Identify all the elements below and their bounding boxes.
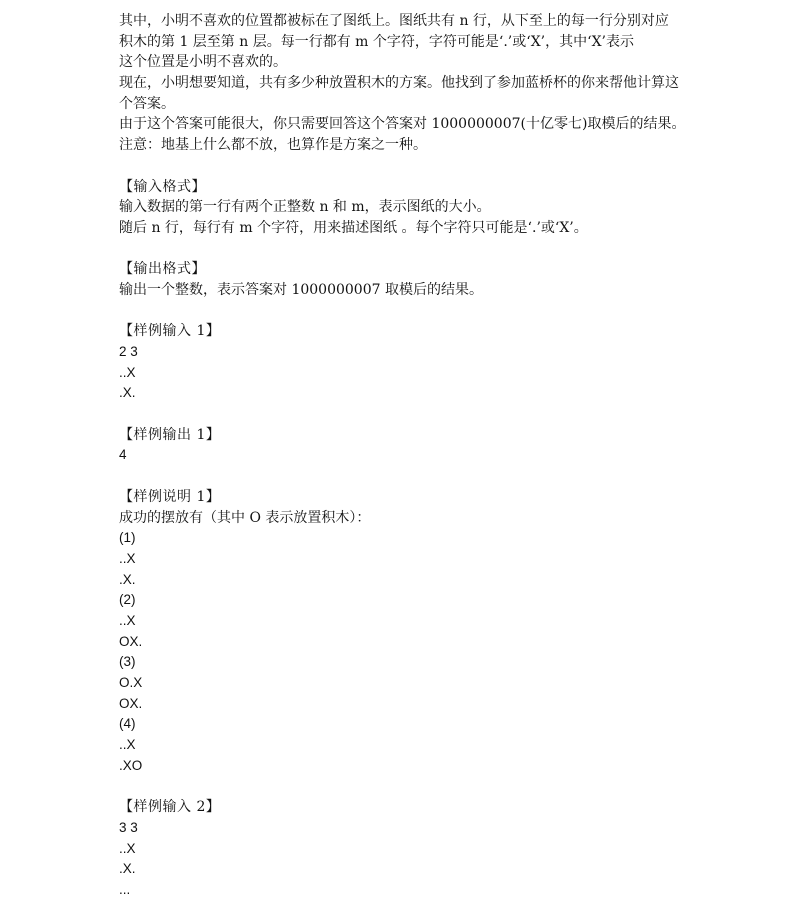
sample-input-2-heading: 【样例输入 2】 <box>119 799 221 816</box>
intro-line: 现在，小明想要知道，共有多少种放置积木的方案。他找到了参加蓝桥杯的你来帮他计算这 <box>119 75 679 92</box>
spacer <box>119 776 684 797</box>
sample-explain-line: (3) <box>119 654 136 670</box>
sample-output-line: 4 <box>119 447 127 463</box>
input-format-line: 随后 n 行，每行有 m 个字符，用来描述图纸 。每个字符只可能是‘.’或‘X’。 <box>119 219 588 236</box>
sample-input-line: ..X <box>119 840 136 856</box>
output-format-section <box>119 259 684 300</box>
sample-input-line: ... <box>119 881 131 897</box>
sample-output-1-heading: 【样例输出 1】 <box>119 426 221 443</box>
problem-document <box>119 11 684 901</box>
sample-input-2-section <box>119 797 684 900</box>
sample-explain-1-heading: 【样例说明 1】 <box>119 488 221 505</box>
sample-output-1-section <box>119 425 684 466</box>
intro-line: 积木的第 1 层至第 n 层。每一行都有 m 个字符，字符可能是‘.’或‘X’，其中‘X’表示 <box>119 33 634 50</box>
sample-explain-line: (2) <box>119 592 136 608</box>
sample-input-1-section <box>119 321 684 404</box>
sample-explain-1-section <box>119 487 684 777</box>
input-format-section <box>119 177 684 239</box>
sample-input-1-heading: 【样例输入 1】 <box>119 323 221 340</box>
sample-input-line: ..X <box>119 364 136 380</box>
sample-explain-line: OX. <box>119 695 143 711</box>
intro-line: 由于这个答案可能很大，你只需要回答这个答案对 1000000007(十亿零七)取模后的结果。 <box>119 116 686 133</box>
sample-input-line: 2 3 <box>119 344 138 359</box>
input-format-line: 输入数据的第一行有两个正整数 n 和 m，表示图纸的大小。 <box>119 199 491 216</box>
sample-explain-line: OX. <box>119 633 143 649</box>
spacer <box>119 156 684 177</box>
spacer <box>119 301 684 322</box>
sample-explain-line: ..X <box>119 612 136 628</box>
spacer <box>119 404 684 425</box>
sample-explain-line: 成功的摆放有（其中 O 表示放置积木）： <box>119 509 371 526</box>
sample-explain-line: .XO <box>119 757 143 773</box>
problem-intro <box>119 11 684 156</box>
sample-input-line: .X. <box>119 861 136 877</box>
sample-input-line: .X. <box>119 385 136 401</box>
output-format-heading: 【输出格式】 <box>119 261 206 278</box>
sample-explain-line: (4) <box>119 716 136 732</box>
spacer <box>119 466 684 487</box>
intro-line: 这个位置是小明不喜欢的。 <box>119 54 287 71</box>
sample-explain-line: O.X <box>119 675 143 690</box>
sample-explain-line: ..X <box>119 737 136 753</box>
intro-line: 其中，小明不喜欢的位置都被标在了图纸上。图纸共有 n 行，从下至上的每一行分别对应 <box>119 13 669 29</box>
sample-explain-line: (1) <box>119 530 136 546</box>
sample-explain-line: ..X <box>119 550 136 566</box>
intro-line: 注意：地基上什么都不放，也算作是方案之一种。 <box>119 137 427 154</box>
output-format-line: 输出一个整数，表示答案对 1000000007 取模后的结果。 <box>119 281 483 298</box>
spacer <box>119 239 684 260</box>
intro-line: 个答案。 <box>119 95 175 112</box>
sample-explain-line: .X. <box>119 571 136 587</box>
sample-input-line: 3 3 <box>119 819 138 835</box>
input-format-heading: 【输入格式】 <box>119 178 206 195</box>
